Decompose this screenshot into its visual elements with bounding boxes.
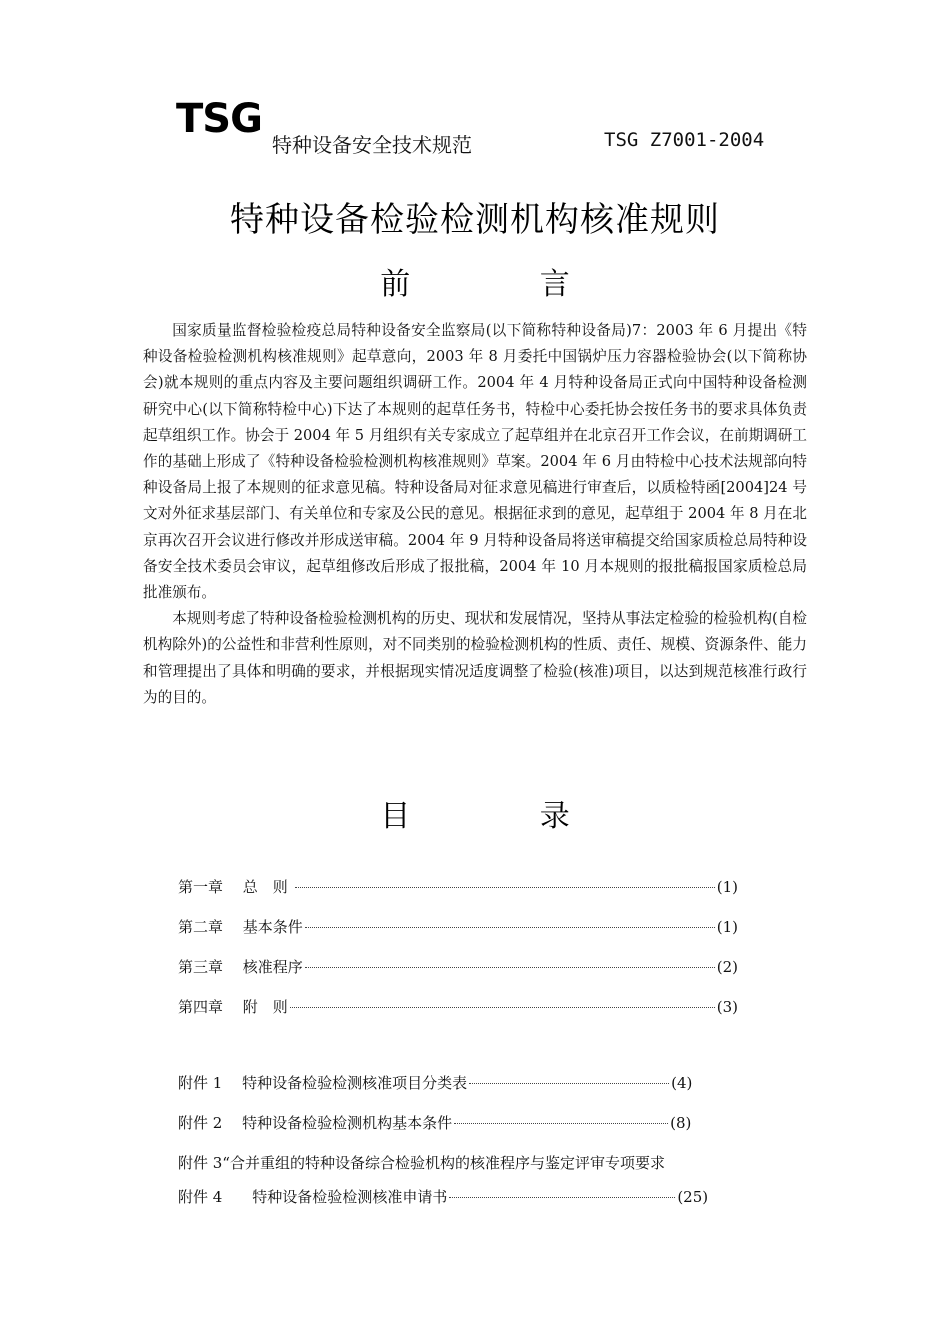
toc-entry[interactable]: [178, 956, 738, 996]
toc-annex-entry[interactable]: [178, 1186, 738, 1226]
toc-entry-page: (4): [671, 1074, 693, 1092]
toc-entry-label: 附件 2 特种设备检验检测机构基本条件: [178, 1114, 453, 1132]
toc-entry[interactable]: [178, 876, 738, 916]
toc-entry[interactable]: [178, 916, 738, 956]
dot-leader: [290, 1007, 715, 1008]
toc-entry-label: 第一章 总 则: [178, 878, 293, 896]
toc-entry-label: 第四章 附 则: [178, 998, 288, 1016]
toc-annex-entry[interactable]: [178, 1112, 738, 1152]
tsg-logo: TSG: [176, 96, 262, 142]
preface-body: [143, 318, 807, 711]
toc-entry-label: 第二章 基本条件: [178, 918, 303, 936]
dot-leader: [305, 967, 715, 968]
toc-entry-page: (1): [716, 918, 738, 936]
toc-entry-label: 附件 4 特种设备检验检测核准申请书: [178, 1188, 448, 1206]
preface-paragraph: 本规则考虑了特种设备检验检测机构的历史、现状和发展情况，坚持从事法定检验的检验机构(自检机构除外)的公益性和非营利性原则，对不同类别的检验检测机构的性质、责任、规模、资源条件、能力和管理提出了具体和明确的要求，并根据现实情况适度调整了检验(核准)项目，以达到规范核准行政行为的目的。: [143, 610, 807, 706]
toc-entry-page: (2): [716, 958, 738, 976]
toc-entry-page: (8): [670, 1114, 692, 1132]
toc-heading: 目 录: [380, 799, 630, 834]
series-name: 特种设备安全技术规范: [272, 133, 472, 157]
toc-entry-label: 附件 3“合并重组的特种设备综合检验机构的核准程序与鉴定评审专项要求: [178, 1154, 665, 1172]
toc-entry-page: (3): [716, 998, 738, 1016]
dot-leader: [295, 887, 715, 888]
table-of-contents: [178, 876, 738, 1226]
document-title: 特种设备检验检测机构核准规则: [230, 200, 720, 240]
toc-entry-label: 附件 1 特种设备检验检测核准项目分类表: [178, 1074, 468, 1092]
dot-leader: [469, 1083, 669, 1084]
toc-annex-entry[interactable]: [178, 1072, 738, 1112]
dot-leader: [449, 1197, 675, 1198]
toc-entry-label: 第三章 核准程序: [178, 958, 303, 976]
toc-entry-page: (25): [677, 1188, 709, 1206]
preface-paragraph: 国家质量监督检验检疫总局特种设备安全监察局(以下简称特种设备局)7：2003 年 6 月提出《特种设备检验检测机构核准规则》起草意向，2003 年 8 月委托中国锅炉压力容器检验协会(以下简称协会)就本规则的重点内容及主要问题组织调研工作。2004 年 4 月特种设备局正式向中国特种设备检测研究中心(以下简称特检中心)下达了本规则的起草任务书，特检中心委托协会按任务书的要求具体负责起草组织工作。协会于 2004 年 5 月组织有关专家成立了起草组并在北京召开工作会议，在前期调研工作的基础上形成了《特种设备检验检测机构核准规则》草案。2004 年 6 月由特检中心技术法规部向特种设备局上报了本规则的征求意见稿。特种设备局对征求意见稿进行审查后，以质检特函[2004]24 号文对外征求基层部门、有关单位和专家及公民的意见。根据征求到的意见，起草组于 2004 年 8 月在北京再次召开会议进行修改并形成送审稿。2004 年 9 月特种设备局将送审稿提交给国家质检总局特种设备安全技术委员会审议，起草组修改后形成了报批稿，2004 年 10 月本规则的报批稿报国家质检总局批准颁布。: [143, 322, 807, 602]
toc-entry-page: (1): [716, 878, 738, 896]
dot-leader: [305, 927, 715, 928]
preface-heading: 前 言: [380, 267, 630, 302]
toc-entry[interactable]: [178, 996, 738, 1036]
toc-spacer: [178, 1036, 738, 1072]
toc-annex-entry[interactable]: [178, 1152, 738, 1186]
page-header: [0, 0, 950, 160]
dot-leader: [454, 1123, 668, 1124]
standard-code: TSG Z7001-2004: [604, 129, 765, 151]
